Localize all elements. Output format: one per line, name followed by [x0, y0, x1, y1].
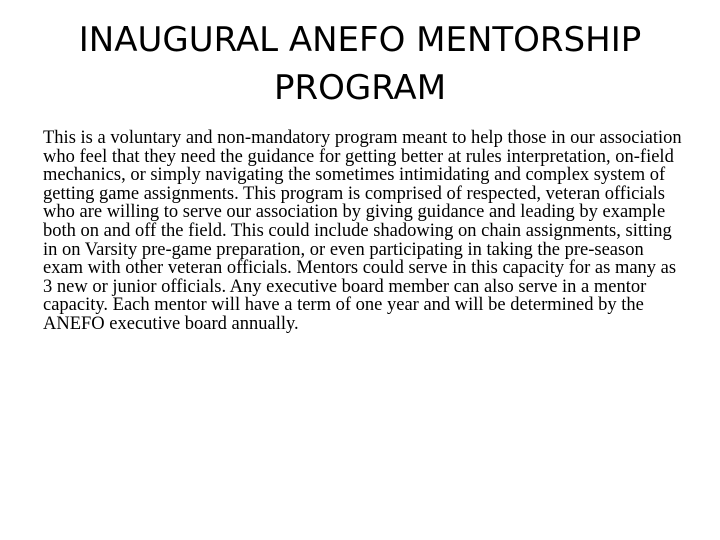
slide-title: INAUGURAL ANEFO MENTORSHIP PROGRAM [78, 20, 642, 108]
slide-body-text: This is a voluntary and non-mandatory program meant to help those in our association who feel that they need the guidance for getting better at rules interpretation, on-field mechanics, or simply navigating the sometimes intimidating and complex system of getting game assignments. This program is comprised of respected, veteran officials who are willing to serve our association by giving guidance and leading by example both on and off the field. This could include shadowing on chain assignments, sitting in on Varsity pre-game preparation, or even participating in taking the pre-season exam with other veteran officials. Mentors could serve in this capacity for as many as 3 new or junior officials. Any executive board member can also serve in a mentor capacity. Each mentor will have a term of one year and will be determined by the ANEFO executive board annually. [43, 128, 682, 334]
